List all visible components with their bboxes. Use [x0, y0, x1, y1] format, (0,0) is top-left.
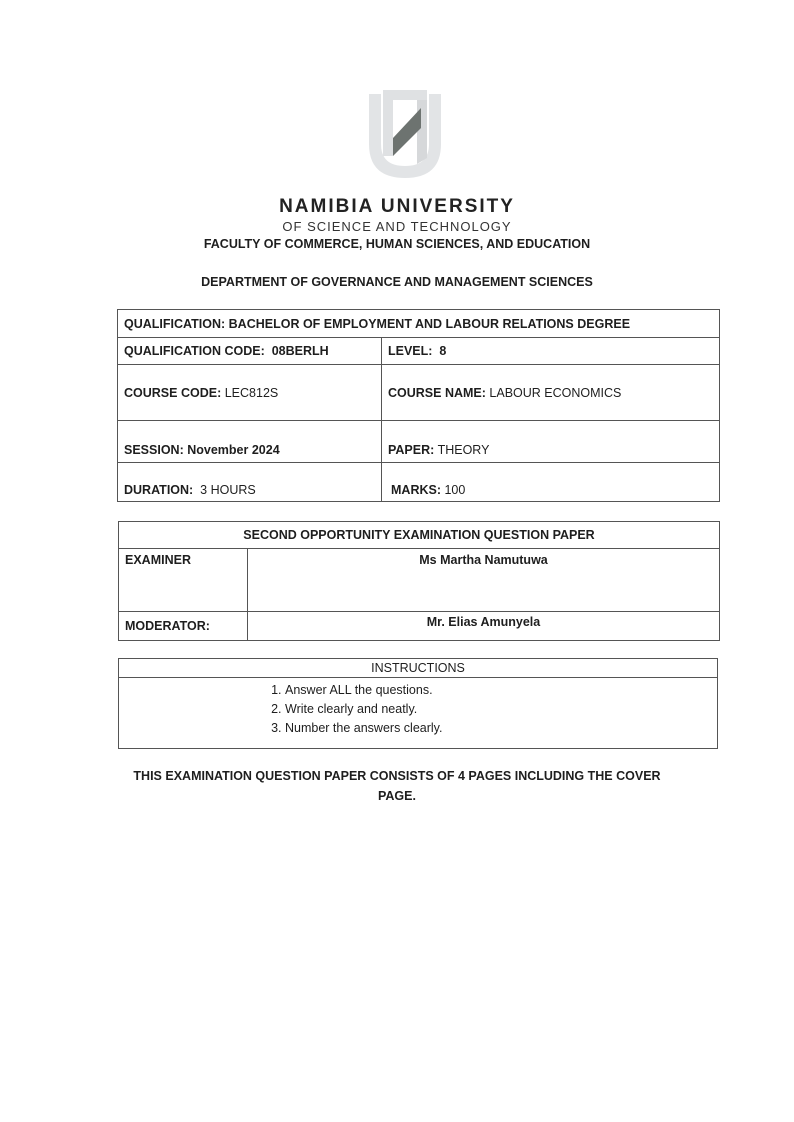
- moderator-value-cell: [248, 612, 720, 641]
- marks-label: MARKS:: [391, 483, 441, 497]
- qualification-cell: [118, 310, 720, 338]
- instructions-title-cell: [119, 659, 718, 678]
- level-cell: [382, 338, 720, 365]
- moderator-label-cell: [119, 612, 248, 641]
- qualification-label: QUALIFICATION:: [124, 316, 226, 331]
- session-value: November 2024: [187, 443, 280, 457]
- course-name-cell: [382, 365, 720, 421]
- course-name-value: LABOUR ECONOMICS: [489, 385, 622, 400]
- duration-value: 3 HOURS: [200, 483, 256, 497]
- duration-cell: [118, 463, 382, 502]
- session-label: SESSION:: [124, 443, 184, 457]
- paper-cell: [382, 421, 720, 463]
- moderator-label: MODERATOR:: [125, 619, 210, 633]
- university-subtitle: OF SCIENCE AND TECHNOLOGY: [282, 219, 512, 234]
- qualification-code-value: 08BERLH: [271, 344, 329, 358]
- page-count-note: [0, 766, 794, 806]
- level-value: 8: [439, 344, 447, 358]
- paper-value: THEORY: [437, 443, 490, 457]
- course-code-label: COURSE CODE:: [124, 385, 222, 400]
- university-logo: [363, 86, 447, 182]
- instructions-list: [119, 681, 717, 738]
- course-code-value: LEC812S: [224, 385, 279, 400]
- examiner-label: EXAMINER: [125, 553, 191, 567]
- course-details-table: [117, 309, 720, 502]
- session-cell: [118, 421, 382, 463]
- examiner-name: Ms Martha Namutuwa: [419, 553, 548, 567]
- course-code-cell: [118, 365, 382, 421]
- examiners-table: [118, 521, 720, 641]
- paper-label: PAPER:: [388, 443, 435, 457]
- instructions-title: INSTRUCTIONS: [371, 661, 465, 675]
- instructions-table: [118, 658, 718, 749]
- university-name: NAMIBIA UNIVERSITY: [279, 196, 515, 217]
- level-label: LEVEL:: [388, 344, 433, 358]
- qualification-value: BACHELOR OF EMPLOYMENT AND LABOUR RELATIONS DEGREE: [228, 316, 631, 331]
- qualification-code-label: QUALIFICATION CODE:: [124, 344, 265, 358]
- examiner-label-cell: [119, 549, 248, 612]
- instructions-list-cell: [119, 678, 718, 749]
- exam-title-cell: [119, 522, 720, 549]
- moderator-name: Mr. Elias Amunyela: [426, 615, 541, 629]
- instruction-item: 3. Number the answers clearly.: [285, 719, 717, 738]
- page-count-line1: THIS EXAMINATION QUESTION PAPER CONSISTS OF 4 PAGES INCLUDING THE COVER: [133, 769, 661, 783]
- exam-title: SECOND OPPORTUNITY EXAMINATION QUESTION PAPER: [243, 528, 595, 542]
- department-name: DEPARTMENT OF GOVERNANCE AND MANAGEMENT SCIENCES: [201, 275, 593, 289]
- examiner-value-cell: [248, 549, 720, 612]
- marks-cell: [382, 463, 720, 502]
- instruction-item: 2. Write clearly and neatly.: [285, 700, 717, 719]
- course-name-label: COURSE NAME:: [388, 385, 486, 400]
- qualification-code-cell: [118, 338, 382, 365]
- page-count-line2: PAGE.: [378, 789, 416, 803]
- faculty-name: FACULTY OF COMMERCE, HUMAN SCIENCES, AND EDUCATION: [203, 237, 591, 251]
- instruction-item: 1. Answer ALL the questions.: [285, 681, 717, 700]
- duration-label: DURATION:: [124, 483, 194, 497]
- marks-value: 100: [444, 483, 466, 497]
